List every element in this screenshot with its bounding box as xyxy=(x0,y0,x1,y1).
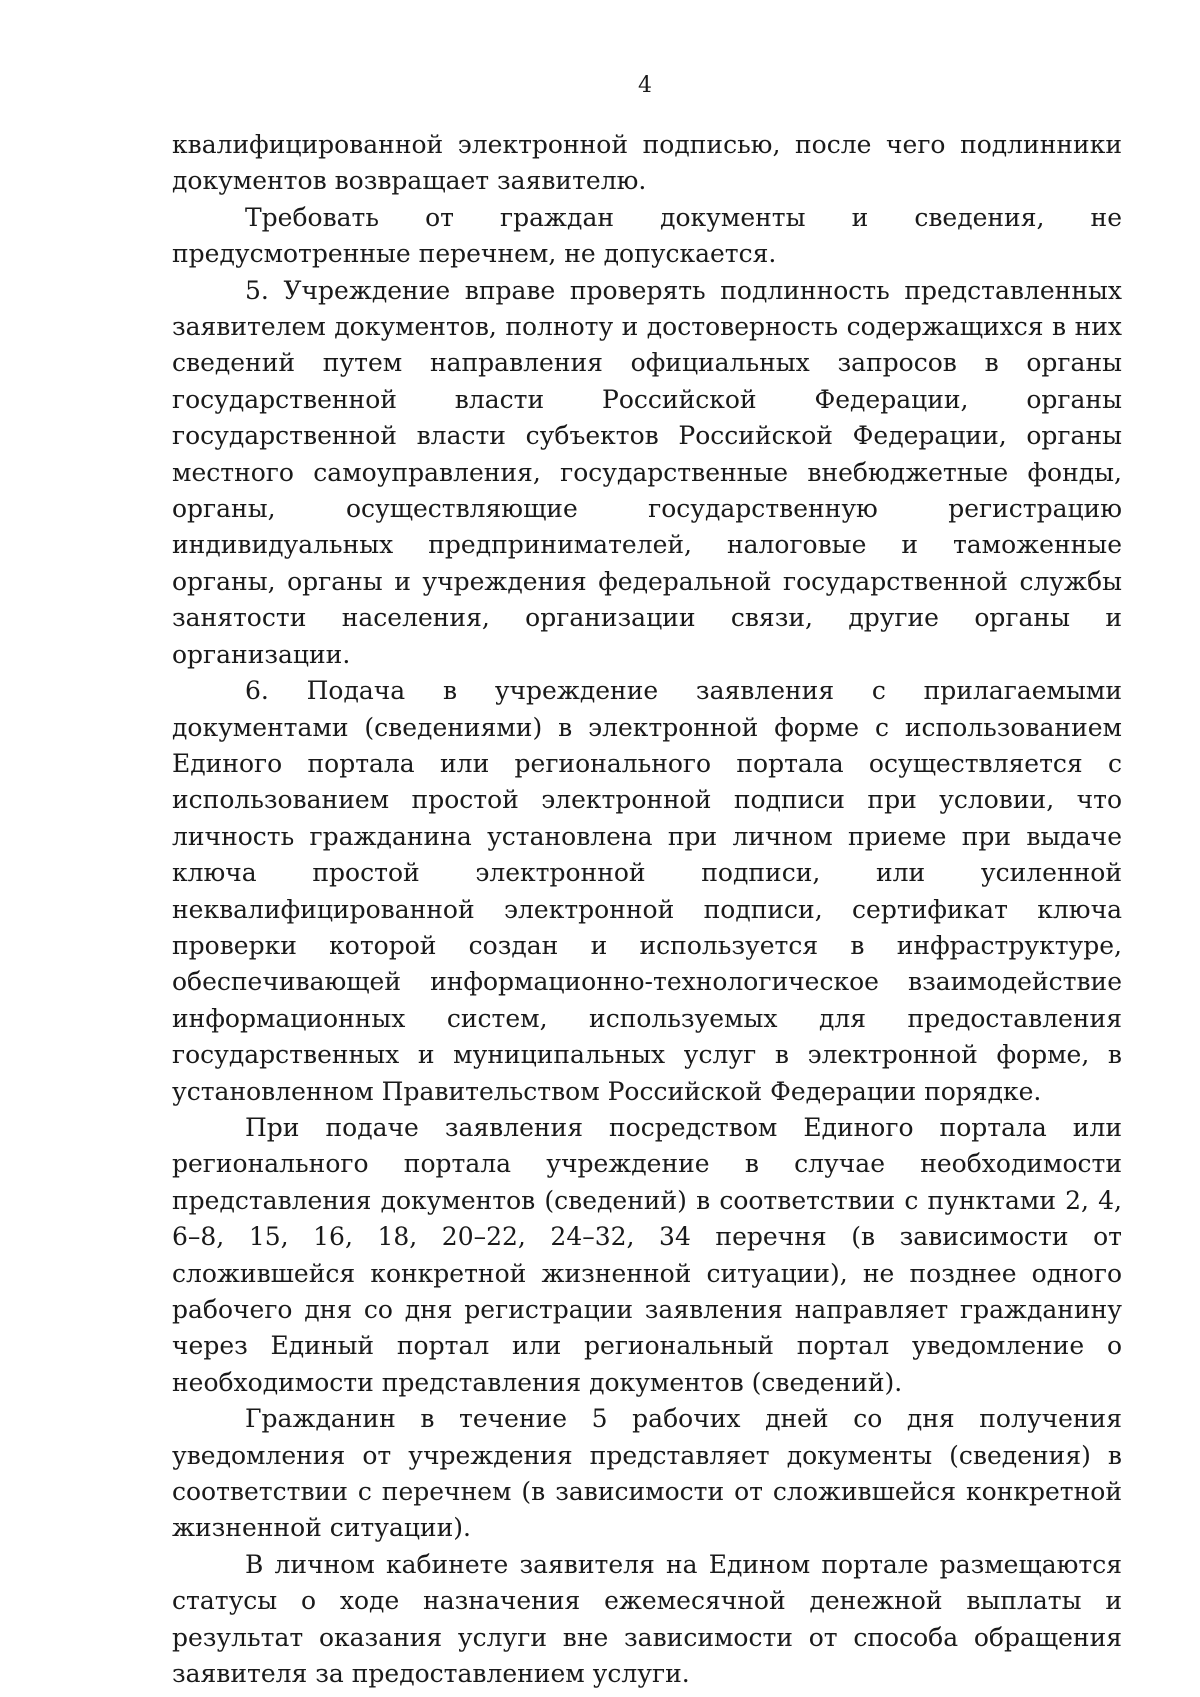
document-body xyxy=(172,127,1122,1692)
paragraph-portal-submission: При подаче заявления посредством Единого портала или регионального портала учреждение в случае необходимости представления документов (сведений) в соответствии с пунктами 2, 4, 6–8, 15, 16, 18, 20–22, 24–32, 34 перечня (в зависимости от сложившейся конкретной жизненной ситуации), не позднее одного рабочего дня со дня регистрации заявления направляет гражданину через Единый портал или региональный портал уведомление о необходимости представления документов (сведений). xyxy=(172,1112,1122,1397)
paragraph-item-5: 5. Учреждение вправе проверять подлинность представленных заявителем документов, полноту и достоверность содержащихся в них сведений путем направления официальных запросов в органы государственной власти Российской Федерации, органы государственной власти субъектов Российской Федерации, органы местного самоуправления, государственные внебюджетные фонды, органы, осуществляющие государственную регистрацию индивидуальных предпринимателей, налоговые и таможенные органы, органы и учреждения федеральной государственной службы занятости населения, организации связи, другие органы и организации. xyxy=(172,275,1122,669)
paragraph-requirements: Требовать от граждан документы и сведения, не предусмотренные перечнем, не допускается. xyxy=(172,202,1122,269)
paragraph-personal-account: В личном кабинете заявителя на Едином портале размещаются статусы о ходе назначения ежемесячной денежной выплаты и результат оказания услуги вне зависимости от способа обращения заявителя за предоставлением услуги. xyxy=(172,1549,1122,1689)
paragraph-citizen-deadline: Гражданин в течение 5 рабочих дней со дня получения уведомления от учреждения представляет документы (сведения) в соответствии с перечнем (в зависимости от сложившейся конкретной жизненной ситуации). xyxy=(172,1404,1122,1543)
paragraph-continuation: квалифицированной электронной подписью, после чего подлинники документов возвращает заявителю. xyxy=(172,130,1122,196)
page-number: 4 xyxy=(638,73,652,98)
paragraph-item-6: 6. Подача в учреждение заявления с прилагаемыми документами (сведениями) в электронной форме с использованием Единого портала или регионального портала осуществляется с использованием простой электронной подписи при условии, что личность гражданина установлена при личном приеме при выдаче ключа простой электронной подписи, или усиленной неквалифицированной электронной подписи, сертификат ключа проверки которой создан и используется в инфраструктуре, обеспечивающей информационно-технологическое взаимодействие информационных систем, используемых для предоставления государственных и муниципальных услуг в электронной форме, в установленном Правительством Российской Федерации порядке. xyxy=(172,676,1122,1106)
